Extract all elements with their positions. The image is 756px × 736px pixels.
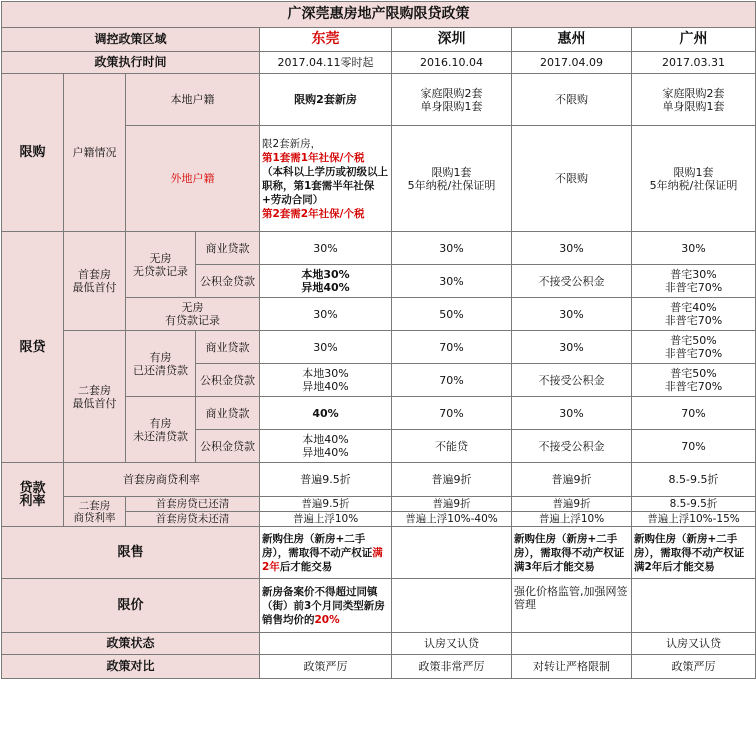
date-dongguan: 2017.04.11零时起 xyxy=(260,52,392,74)
status-label: 政策状态 xyxy=(2,633,260,655)
no-house-no-loan-label: 无房 无贷款记录 xyxy=(126,232,196,298)
row3-shenzhen: 50% xyxy=(392,298,512,331)
city-dongguan: 东莞 xyxy=(260,28,392,52)
row7-huizhou: 不接受公积金 xyxy=(512,430,632,463)
xianshou-label: 限售 xyxy=(2,527,260,579)
first-rate-shenzhen: 普遍9折 xyxy=(392,463,512,497)
loan-type-fund: 公积金贷款 xyxy=(196,265,260,298)
compare-huizhou: 对转让严格限制 xyxy=(512,655,632,679)
row7-shenzhen: 不能贷 xyxy=(392,430,512,463)
status-shenzhen: 认房又认贷 xyxy=(392,633,512,655)
city-guangzhou: 广州 xyxy=(632,28,756,52)
loan-type-fund: 公积金贷款 xyxy=(196,364,260,397)
nonlocal-dongguan xyxy=(260,126,392,232)
row6-guangzhou: 70% xyxy=(632,397,756,430)
compare-shenzhen: 政策非常严厉 xyxy=(392,655,512,679)
date-huizhou: 2017.04.09 xyxy=(512,52,632,74)
nonlocal-huji-label: 外地户籍 xyxy=(126,126,260,232)
cleared-rate-guangzhou: 8.5-9.5折 xyxy=(632,497,756,512)
row4-guangzhou: 普宅50% 非普宅70% xyxy=(632,331,756,364)
row2-huizhou: 不接受公积金 xyxy=(512,265,632,298)
status-huizhou xyxy=(512,633,632,655)
xianjia-huizhou: 强化价格监管,加强网签管理 xyxy=(512,579,632,633)
row5-shenzhen: 70% xyxy=(392,364,512,397)
uncleared-rate-label: 首套房贷未还清 xyxy=(126,512,260,527)
loan-type-commercial: 商业贷款 xyxy=(196,232,260,265)
first-rate-guangzhou: 8.5-9.5折 xyxy=(632,463,756,497)
nonlocal-dongguan-line4: 第2套需2年社保/个税 xyxy=(262,207,365,220)
row3-guangzhou: 普宅40% 非普宅70% xyxy=(632,298,756,331)
first-rate-huizhou: 普遍9折 xyxy=(512,463,632,497)
xianshou-shenzhen xyxy=(392,527,512,579)
row7-guangzhou: 70% xyxy=(632,430,756,463)
row2-dongguan: 本地30% 异地40% xyxy=(260,265,392,298)
xiandai-label: 限贷 xyxy=(2,232,64,463)
uncleared-rate-guangzhou: 普遍上浮10%-15% xyxy=(632,512,756,527)
has-house-uncleared-label: 有房 未还清贷款 xyxy=(126,397,196,463)
xianjia-shenzhen xyxy=(392,579,512,633)
row5-dongguan: 本地30% 异地40% xyxy=(260,364,392,397)
row5-huizhou: 不接受公积金 xyxy=(512,364,632,397)
second-home-label: 二套房 最低首付 xyxy=(64,331,126,463)
row5-guangzhou: 普宅50% 非普宅70% xyxy=(632,364,756,397)
region-label: 调控政策区域 xyxy=(2,28,260,52)
row4-shenzhen: 70% xyxy=(392,331,512,364)
nonlocal-dongguan-line2: 第1套需1年社保/个税 xyxy=(262,151,365,164)
nonlocal-huizhou: 不限购 xyxy=(512,126,632,232)
compare-label: 政策对比 xyxy=(2,655,260,679)
first-rate-dongguan: 普遍9.5折 xyxy=(260,463,392,497)
policy-table xyxy=(1,1,756,679)
row3-huizhou: 30% xyxy=(512,298,632,331)
row1-shenzhen: 30% xyxy=(392,232,512,265)
row1-dongguan: 30% xyxy=(260,232,392,265)
status-dongguan xyxy=(260,633,392,655)
nonlocal-dongguan-line1: 限2套新房， xyxy=(262,137,322,150)
xianjia-dongguan-a: 新房备案价不得超过同镇（街）前3个月同类型新房销售均价的 xyxy=(262,585,385,626)
cleared-rate-dongguan: 普遍9.5折 xyxy=(260,497,392,512)
time-label: 政策执行时间 xyxy=(2,52,260,74)
table-title: 广深莞惠房地产限购限贷政策 xyxy=(2,2,756,28)
row2-guangzhou: 普宅30% 非普宅70% xyxy=(632,265,756,298)
rates-label: 贷款 利率 xyxy=(2,463,64,527)
local-dongguan: 限购2套新房 xyxy=(260,74,392,126)
city-huizhou: 惠州 xyxy=(512,28,632,52)
uncleared-rate-shenzhen: 普遍上浮10%-40% xyxy=(392,512,512,527)
xiangou-label: 限购 xyxy=(2,74,64,232)
loan-type-commercial: 商业贷款 xyxy=(196,331,260,364)
cleared-rate-label: 首套房贷已还清 xyxy=(126,497,260,512)
row6-huizhou: 30% xyxy=(512,397,632,430)
xianjia-label: 限价 xyxy=(2,579,260,633)
xianjia-guangzhou xyxy=(632,579,756,633)
uncleared-rate-huizhou: 普遍上浮10% xyxy=(512,512,632,527)
row2-shenzhen: 30% xyxy=(392,265,512,298)
date-shenzhen: 2016.10.04 xyxy=(392,52,512,74)
xianshou-dongguan-c: 后才能交易 xyxy=(279,560,333,573)
cleared-rate-huizhou: 普遍9折 xyxy=(512,497,632,512)
uncleared-rate-dongguan: 普遍上浮10% xyxy=(260,512,392,527)
has-house-cleared-label: 有房 已还清贷款 xyxy=(126,331,196,397)
row4-dongguan: 30% xyxy=(260,331,392,364)
date-guangzhou: 2017.03.31 xyxy=(632,52,756,74)
local-huji-label: 本地户籍 xyxy=(126,74,260,126)
row7-dongguan: 本地40% 异地40% xyxy=(260,430,392,463)
policy-table-container xyxy=(1,1,755,734)
local-shenzhen: 家庭限购2套 单身限购1套 xyxy=(392,74,512,126)
compare-guangzhou: 政策严厉 xyxy=(632,655,756,679)
city-shenzhen: 深圳 xyxy=(392,28,512,52)
cleared-rate-shenzhen: 普遍9折 xyxy=(392,497,512,512)
compare-dongguan: 政策严厉 xyxy=(260,655,392,679)
nonlocal-dongguan-line3: （本科以上学历或初级以上职称，第1套需半年社保+劳动合同） xyxy=(262,165,388,206)
xianshou-dongguan xyxy=(260,527,392,579)
row4-huizhou: 30% xyxy=(512,331,632,364)
row1-guangzhou: 30% xyxy=(632,232,756,265)
second-rate-label: 二套房 商贷利率 xyxy=(64,497,126,527)
first-home-label: 首套房 最低首付 xyxy=(64,232,126,331)
row3-dongguan: 30% xyxy=(260,298,392,331)
row1-huizhou: 30% xyxy=(512,232,632,265)
row6-dongguan: 40% xyxy=(260,397,392,430)
xianjia-dongguan xyxy=(260,579,392,633)
local-guangzhou: 家庭限购2套 单身限购1套 xyxy=(632,74,756,126)
status-guangzhou: 认房又认贷 xyxy=(632,633,756,655)
loan-type-commercial: 商业贷款 xyxy=(196,397,260,430)
xianshou-dongguan-a: 新购住房（新房+二手房），需取得不动产权证 xyxy=(262,532,373,559)
huji-label: 户籍情况 xyxy=(64,74,126,232)
xianjia-dongguan-b: 20% xyxy=(314,613,340,626)
loan-type-fund: 公积金贷款 xyxy=(196,430,260,463)
first-rate-label: 首套房商贷利率 xyxy=(64,463,260,497)
nonlocal-shenzhen: 限购1套 5年纳税/社保证明 xyxy=(392,126,512,232)
xianshou-huizhou: 新购住房（新房+二手房），需取得不动产权证满3年后才能交易 xyxy=(512,527,632,579)
xianshou-guangzhou: 新购住房（新房+二手房），需取得不动产权证满2年后才能交易 xyxy=(632,527,756,579)
xianshou-dongguan-b: 满2年 xyxy=(262,546,383,573)
no-house-loan-label: 无房 有贷款记录 xyxy=(126,298,260,331)
row6-shenzhen: 70% xyxy=(392,397,512,430)
local-huizhou: 不限购 xyxy=(512,74,632,126)
nonlocal-guangzhou: 限购1套 5年纳税/社保证明 xyxy=(632,126,756,232)
